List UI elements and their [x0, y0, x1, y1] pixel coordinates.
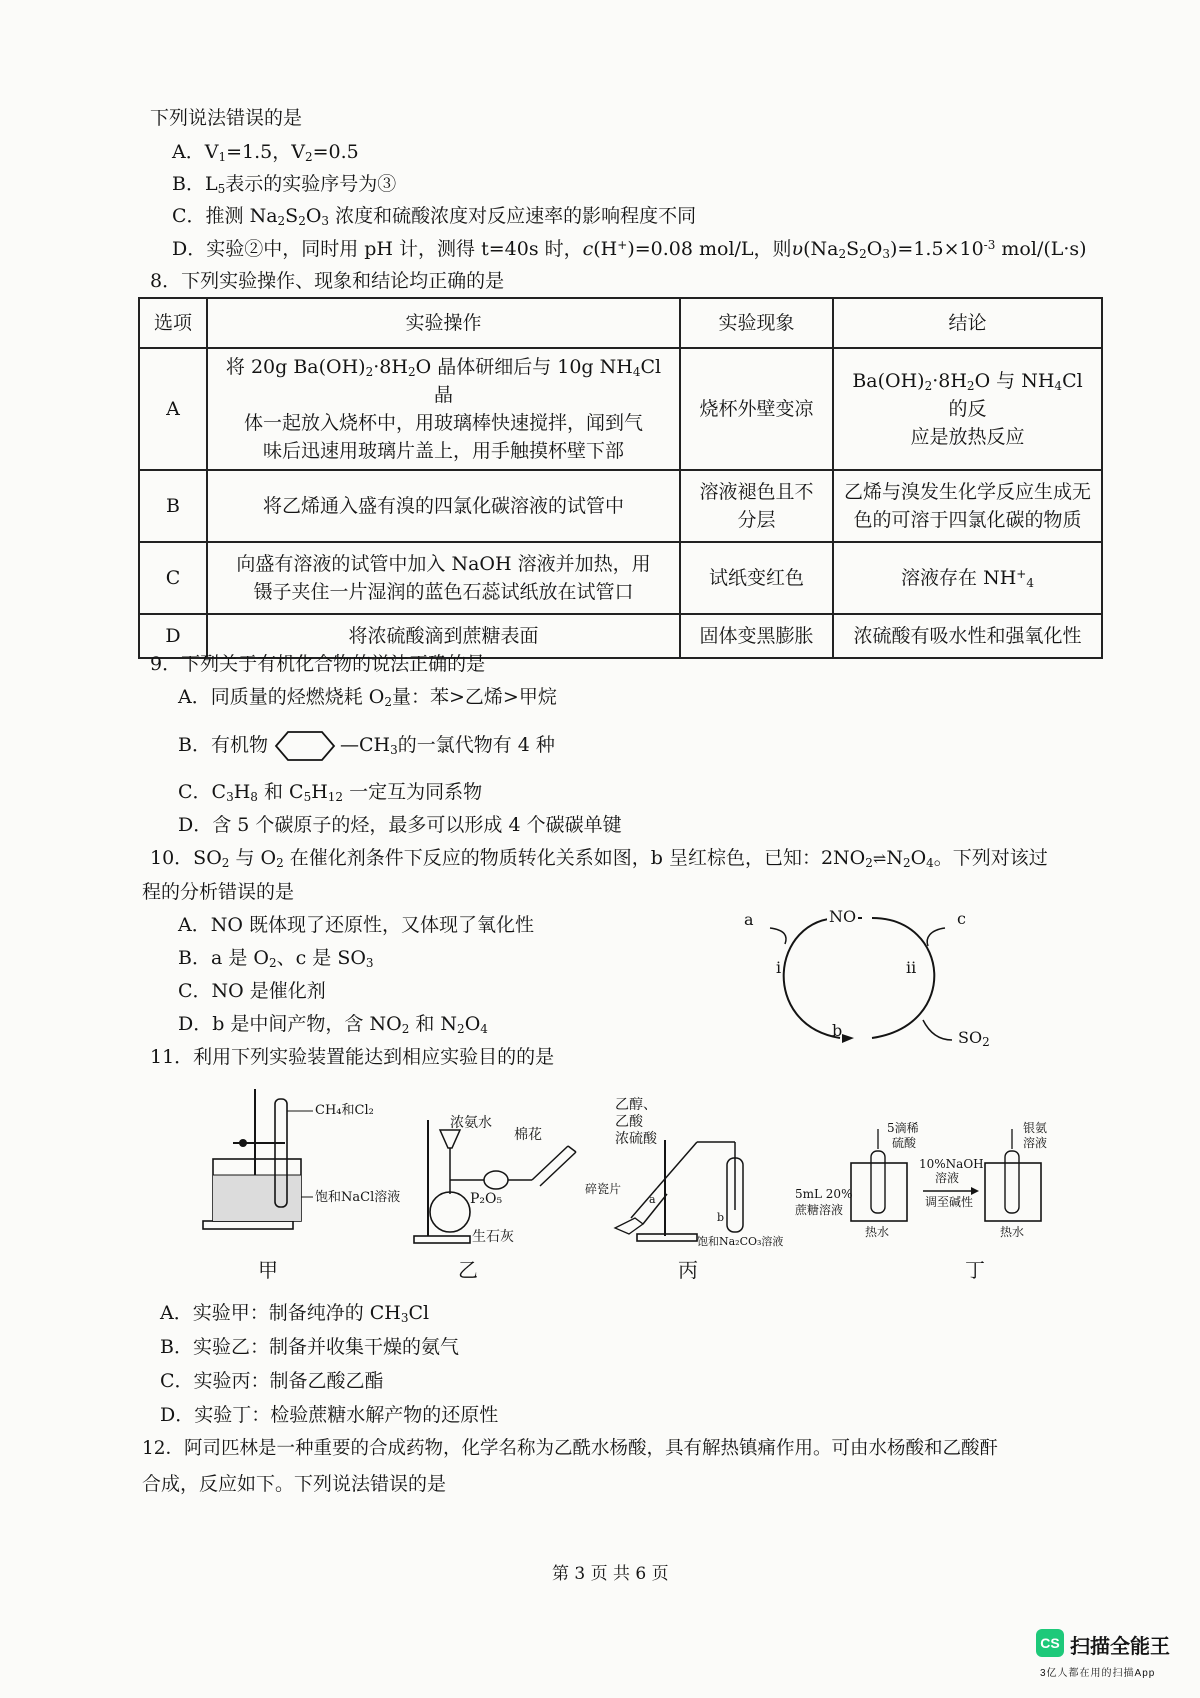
- ding-label-solution: 溶液: [1023, 1136, 1048, 1150]
- table-row: [139, 470, 1102, 542]
- yi-label-lime: 生石灰: [472, 1229, 514, 1245]
- q11-option-a: A．实验甲：制备纯净的 $CH_3Cl$: [160, 1302, 430, 1325]
- q10-option-d: D．b 是中间产物，含 $NO_2$ 和 $N_2O_4$: [178, 1013, 488, 1036]
- ding-label-sulfuric: 硫酸: [892, 1136, 917, 1150]
- bing-label-acid: 乙酸: [615, 1114, 643, 1130]
- col-header-phenomenon: 实验现象: [680, 298, 833, 348]
- ding-label-dilute: 5滴稀: [887, 1121, 919, 1135]
- ding-label-naoh: 10%NaOH: [919, 1157, 984, 1171]
- col-header-operation: 实验操作: [207, 298, 680, 348]
- q8-table: [138, 297, 1103, 659]
- ding-label-volume: 5mL 20%: [795, 1187, 853, 1201]
- ding-label-sucrose: 蔗糖溶液: [795, 1203, 844, 1217]
- diagram-label-so2: $SO_2$: [958, 1028, 990, 1049]
- q10-option-a: A．NO 既体现了还原性，又体现了氧化性: [178, 914, 534, 936]
- q10-title: 10．$SO_2$ 与 $O_2$ 在催化剂条件下反应的物质转化关系如图，b 呈红棕色，已知：$2NO_2\rightleftharpoons N_2O_4$。下列对该过: [150, 847, 1048, 870]
- row-b-operation: 将乙烯通入盛有溴的四氯化碳溶液的试管中: [207, 470, 680, 542]
- q9-option-d: D．含 5 个碳原子的烃，最多可以形成 4 个碳碳单键: [178, 814, 622, 836]
- q11-title: 11．利用下列实验装置能达到相应实验目的的是: [150, 1046, 555, 1068]
- row-b-phenomenon: 溶液褪色且不 分层: [680, 470, 833, 542]
- cyclohexane-ring-icon: [274, 729, 340, 763]
- row-b-conclusion: 乙烯与溴发生化学反应生成无 色的可溶于四氯化碳的物质: [833, 470, 1102, 542]
- camscanner-name: 扫描全能王: [1070, 1636, 1170, 1658]
- yi-label-ammonia: 浓氨水: [450, 1115, 492, 1131]
- ding-label-silver: 银氨: [1023, 1121, 1048, 1135]
- q10-option-b: B．a 是 $O_2$、c 是 $SO_3$: [178, 947, 374, 970]
- q11-option-d: D．实验丁：检验蔗糖水解产物的还原性: [160, 1404, 499, 1426]
- diagram-label-a: a: [744, 910, 754, 929]
- q9-option-a: A．同质量的烃燃烧耗 $O_2$量：苯>乙烯>甲烷: [178, 686, 557, 709]
- diagram-label-no: NO: [829, 907, 857, 926]
- ding-label-alkaline: 调至碱性: [925, 1195, 974, 1209]
- ding-label-hotwater-2: 热水: [1000, 1225, 1025, 1239]
- q10-option-c: C．NO 是催化剂: [178, 980, 326, 1002]
- q7-option-b: B．$L_5$表示的实验序号为③: [172, 173, 397, 196]
- q10-title-line2: 程的分析错误的是: [142, 881, 295, 903]
- row-a-option: A: [139, 348, 207, 470]
- q9-option-c: C．$C_3H_8$ 和 $C_5H_{12}$ 一定互为同系物: [178, 781, 483, 804]
- page-footer: 第 3 页 共 6 页: [552, 1564, 669, 1584]
- row-d-operation: 将浓硫酸滴到蔗糖表面: [207, 614, 680, 658]
- row-d-phenomenon: 固体变黑膨胀: [680, 614, 833, 658]
- col-header-option: 选项: [139, 298, 207, 348]
- q12-line2: 合成，反应如下。下列说法错误的是: [142, 1473, 447, 1495]
- diagram-label-ii: ii: [906, 958, 917, 977]
- q11-option-c: C．实验丙：制备乙酸乙酯: [160, 1370, 384, 1392]
- row-b-option: B: [139, 470, 207, 542]
- ding-label-hotwater-1: 热水: [865, 1225, 890, 1239]
- table-row: [139, 348, 1102, 470]
- jia-label-gas: CH₄和Cl₂: [315, 1103, 374, 1118]
- bing-label-b: b: [717, 1211, 725, 1224]
- bing-label-carbonate: 饱和Na₂CO₃溶液: [697, 1235, 784, 1248]
- table-header-row: [139, 298, 1102, 348]
- row-c-operation: 向盛有溶液的试管中加入 NaOH 溶液并加热，用 镊子夹住一片湿润的蓝色石蕊试纸放在试管口: [207, 542, 680, 614]
- caption-bing: 丙: [678, 1258, 698, 1282]
- camscanner-logo-icon: CS: [1036, 1629, 1064, 1657]
- bing-label-a: a: [649, 1193, 656, 1206]
- row-c-option: C: [139, 542, 207, 614]
- apparatus-jia: [195, 1085, 405, 1245]
- col-header-conclusion: 结论: [833, 298, 1102, 348]
- apparatus-bing: [585, 1097, 795, 1250]
- q7-option-a: A．$V_1=1.5$，$V_2=0.5$: [172, 141, 359, 164]
- diagram-label-b: b: [832, 1021, 843, 1040]
- q9-option-b: B．有机物 $—CH_3$的一氯代物有 4 种: [178, 729, 555, 763]
- bing-label-ethanol: 乙醇、: [615, 1097, 657, 1113]
- table-row: [139, 542, 1102, 614]
- apparatus-ding: [795, 1121, 1065, 1250]
- row-a-operation: 将 20g $Ba(OH)_2\cdot 8H_2O$ 晶体研细后与 10g $NH_4Cl$ 晶 体一起放入烧杯中，用玻璃棒快速搅拌，闻到气 味后迅速用玻璃片盖上，用手触摸杯壁下部: [207, 348, 680, 470]
- diagram-label-i: i: [776, 958, 782, 977]
- q10-cycle-diagram: [730, 900, 1000, 1050]
- apparatus-yi: [410, 1100, 585, 1248]
- caption-jia: 甲: [258, 1258, 278, 1282]
- q7-option-c: C．推测 $Na_2S_2O_3$ 浓度和硫酸浓度对反应速率的影响程度不同: [172, 205, 697, 228]
- bing-label-chips: 碎瓷片: [585, 1182, 622, 1196]
- jia-label-solution: 饱和NaCl溶液: [315, 1190, 401, 1205]
- q9-title: 9．下列关于有机化合物的说法正确的是: [150, 653, 486, 675]
- camscanner-tagline: 3亿人都在用的扫描App: [1040, 1668, 1156, 1679]
- q7-prompt: 下列说法错误的是: [150, 107, 303, 129]
- row-c-conclusion: 溶液存在 $NH^+_4$: [833, 542, 1102, 614]
- row-a-conclusion: $Ba(OH)_2\cdot 8H_2O$ 与 $NH_4Cl$ 的反 应是放热反应: [833, 348, 1102, 470]
- diagram-label-c: c: [957, 909, 966, 928]
- row-c-phenomenon: 试纸变红色: [680, 542, 833, 614]
- yi-label-cotton: 棉花: [514, 1127, 542, 1143]
- row-a-phenomenon: 烧杯外壁变凉: [680, 348, 833, 470]
- bing-label-sulfuric: 浓硫酸: [615, 1131, 657, 1147]
- q7-option-d: D．实验②中，同时用 pH 计，测得 t=40s 时，c(H+)=0.08 mol/L，则$\upsilon(Na_2S_2O_3)=1.5\times 10^{-3}$ mol/(L·s): [172, 238, 1087, 261]
- q12-line1: 12．阿司匹林是一种重要的合成药物，化学名称为乙酰水杨酸，具有解热镇痛作用。可由水杨酸和乙酸酐: [142, 1438, 999, 1459]
- q11-option-b: B．实验乙：制备并收集干燥的氨气: [160, 1336, 459, 1358]
- row-d-option: D: [139, 614, 207, 658]
- caption-yi: 乙: [458, 1258, 478, 1282]
- row-d-conclusion: 浓硫酸有吸水性和强氧化性: [833, 614, 1102, 658]
- yi-label-p2o5: P₂O₅: [470, 1191, 503, 1207]
- q8-title: 8．下列实验操作、现象和结论均正确的是: [150, 270, 505, 292]
- caption-ding: 丁: [965, 1258, 985, 1282]
- ding-label-naoh-solution: 溶液: [935, 1171, 960, 1185]
